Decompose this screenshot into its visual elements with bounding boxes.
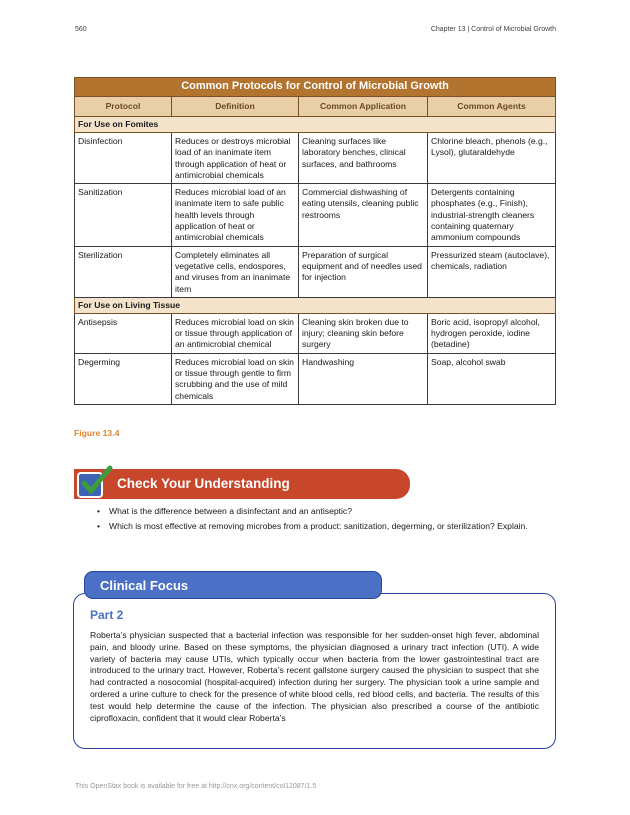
page-number: 560 [75,26,87,33]
column-header-protocol: Protocol [75,97,172,117]
chapter-header: Chapter 13 | Control of Microbial Growth [430,26,556,33]
column-header-definition: Definition [172,97,299,117]
table-row [75,133,556,184]
check-understanding-title: Check Your Understanding [117,476,290,491]
bullet-icon: • [97,506,101,516]
table-cell: Boric acid, isopropyl alcohol, hydrogen peroxide, iodine (betadine) [428,313,556,353]
table-row [75,184,556,246]
section-fomites: For Use on Fomites [75,117,556,133]
question-text: Which is most effective at removing microbes from a product: sanitization, degerming, or sterilization? Explain. [109,520,528,531]
table-cell: Pressurized steam (autoclave), chemicals, radiation [428,246,556,297]
table-cell: Antisepsis [75,313,172,353]
column-header-application: Common Application [299,97,428,117]
protocols-table-wrapper [74,77,555,405]
table-cell: Sterilization [75,246,172,297]
section-living-tissue: For Use on Living Tissue [75,297,556,313]
table-cell: Cleaning skin broken due to injury; cleaning skin before surgery [299,313,428,353]
table-cell: Reduces or destroys microbial load of an inanimate item through application of heat or antimicrobial chemicals [172,133,299,184]
table-title: Common Protocols for Control of Microbial Growth [75,78,556,97]
check-understanding-list [97,506,553,536]
table-row [75,313,556,353]
list-item [97,521,553,533]
table-cell: Reduces microbial load of an inanimate item to safe public health levels through application of heat or antimicrobial chemicals [172,184,299,246]
table-row [75,353,556,404]
table-cell: Sanitization [75,184,172,246]
clinical-focus-title: Clinical Focus [100,578,189,593]
table-cell: Preparation of surgical equipment and of needles used for injection [299,246,428,297]
table-cell: Detergents containing phosphates (e.g., Finish), industrial-strength cleaners containing quaternary ammonium compounds [428,184,556,246]
footer-note: This OpenStax book is available for free at http://cnx.org/content/col12087/1.5 [75,783,317,790]
table-cell: Commercial dishwashing of eating utensils, cleaning public restrooms [299,184,428,246]
table-cell: Disinfection [75,133,172,184]
protocols-table [74,77,556,405]
table-cell: Chlorine bleach, phenols (e.g., Lysol), glutaraldehyde [428,133,556,184]
bullet-icon: • [97,520,101,531]
table-cell: Cleaning surfaces like laboratory benches, clinical surfaces, and bathrooms [299,133,428,184]
clinical-focus-paragraph: Roberta’s physician suspected that a bacterial infection was responsible for her sudden-onset high fever, abdominal pain, and bloody urine. Based on these symptoms, the physician diagnosed a urinary tract infection (UTI). A wide variety of bacteria may cause UTIs, which typically occur when bacteria from the lower gastrointestinal tract are introduced to the urinary tract. However, Roberta’s recent gallstone surgery caused the physician to suspect that she had contracted a nosocomial (hospital-acquired) infection during her surgery. The physician took a urine sample and ordered a urine culture to check for the presence of white blood cells, red blood cells, and bacteria. The results of this test would help determine the cause of the infection. The physician also prescribed a course of the antibiotic ciprofloxacin, confident that it would clear Roberta’s [90,630,539,723]
table-cell: Handwashing [299,353,428,404]
list-item [97,506,553,518]
table-row [75,246,556,297]
table-cell: Soap, alcohol swab [428,353,556,404]
checkbox-check-icon [76,464,114,500]
column-header-agents: Common Agents [428,97,556,117]
table-cell: Reduces microbial load on skin or tissue through gentle to firm scrubbing and the use of mild chemicals [172,353,299,404]
figure-label: Figure 13.4 [74,428,120,438]
table-cell: Degerming [75,353,172,404]
question-text: What is the difference between a disinfectant and an antiseptic? [109,506,353,516]
table-cell: Completely eliminates all vegetative cells, endospores, and viruses from an inanimate item [172,246,299,297]
clinical-focus-part: Part 2 [90,608,124,622]
table-cell: Reduces microbial load on skin or tissue through application of an antimicrobial chemical [172,313,299,353]
